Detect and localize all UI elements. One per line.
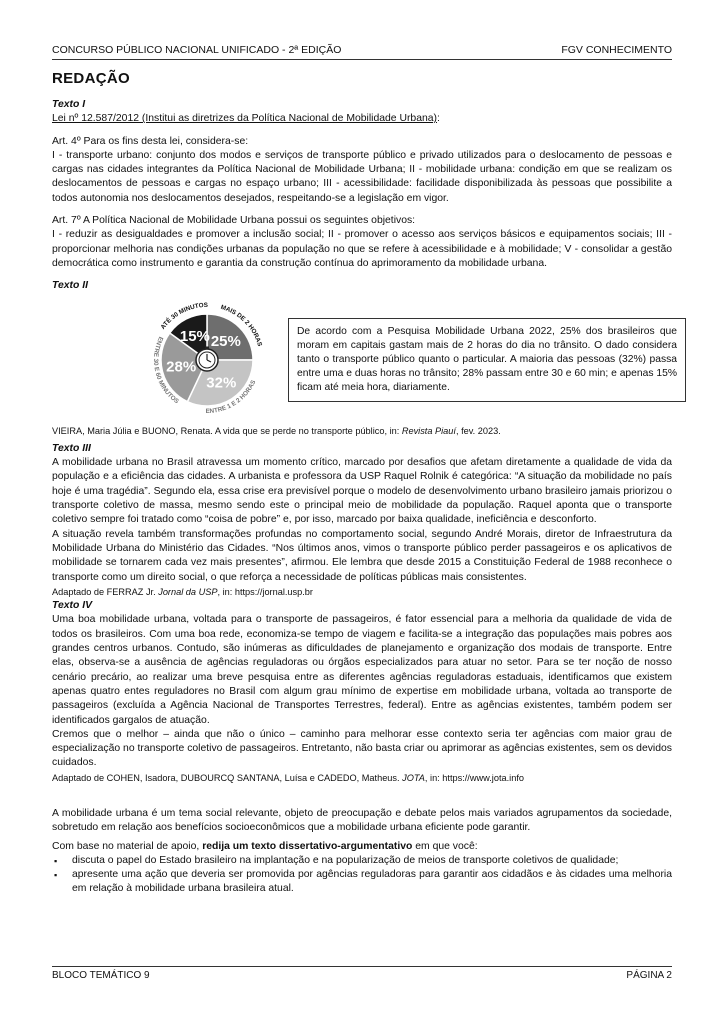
pie-category-label-4: ATÉ 30 MINUTOS [159, 301, 208, 331]
pie-value-label-3: 28% [166, 358, 197, 376]
prompt-intro: A mobilidade urbana é um tema social relevante, objeto de preocupação e debate pelos mais variados agrupamentos da sociedade, sobretudo em relação aos benefícios socioeconômicos que a mobilidade urbana eficiente pode garantir. [52, 807, 672, 834]
texto2-heading: Texto II [52, 280, 88, 292]
art4-title: Art. 4º Para os fins desta lei, considera-se: [52, 135, 249, 147]
prompt-command: Com base no material de apoio, redija um texto dissertativo-argumentativo em que você: [52, 840, 478, 852]
texto4-source: Adaptado de COHEN, Isadora, DUBOURCQ SANTANA, Luísa e CADEDO, Matheus. JOTA, in: https://www.jota.info [52, 772, 524, 783]
texto2-source: VIEIRA, Maria Júlia e BUONO, Renata. A vida que se perde no transporte público, in: Revista Piauí, fev. 2023. [52, 425, 501, 436]
texto3-heading: Texto III [52, 442, 91, 454]
texto1-heading: Texto I [52, 99, 86, 110]
infographic [52, 296, 677, 424]
law-reference: Lei nº 12.587/2012 (Institui as diretrizes da Política Nacional de Mobilidade Urbana): [52, 113, 440, 125]
page-content [52, 98, 677, 897]
texto3-source: Adaptado de FERRAZ Jr. Jornal da USP, in: https://jornal.usp.br [52, 586, 313, 597]
art4-body: I - transporte urbano: conjunto dos modos e serviços de transporte público e privado utilizados para o deslocamento de pessoas e cargas nas cidades integrantes da Política Nacional de Mobilidade Urbana; II - mobilidade urbana: condição em que se realizam os deslocamentos de pessoas e cargas no espaço urbano; III - acessibilidade: facilidade disponibilizada às pessoas que possibilite a todos autonomia nos deslocamentos desejados, respeitando-se a legislação em vigor. [52, 149, 672, 204]
art7-title: Art. 7º A Política Nacional de Mobilidade Urbana possui os seguintes objetivos: [52, 215, 416, 227]
texto4-heading: Texto IV [52, 600, 93, 612]
pie-value-label-1: 25% [210, 332, 241, 350]
survey-quote-box: De acordo com a Pesquisa Mobilidade Urbana 2022, 25% dos brasileiros que moram em capitais gastam mais de 2 horas do dia no trânsito. O dado considera tanto o transporte público quanto o particular. A maioria das pessoas (32%) passa entre uma e duas horas no trânsito; 28% passam entre 30 e 60 min; e apenas 15% ficam até meia hora, diariamente. [288, 318, 686, 402]
header-exam-name: CONCURSO PÚBLICO NACIONAL UNIFICADO - 2ª EDIÇÃO [52, 44, 342, 56]
page-header [52, 44, 672, 60]
pie-category-label-3: ENTRE 30 E 60 MINUTOS [151, 335, 180, 405]
pie-category-label-1: MAIS DE 2 HORAS [219, 303, 264, 347]
texto3-paragraph-2: A situação revela também transformações profundas no comportamento social, segundo André Morais, diretor de Infraestrutura da Mobilidade Urbana do Ministério das Cidades. “Nos últimos anos, vimos o transporte público perder passageiros e os aplicativos de mobilidade se tornarem cada vez mais presentes”, afirmou. Ele lembra que desde 2015 a Constituição Federal de 1988 reconhece o transporte como um direito social, o que reforça a necessidade de políticas públicas mais consistentes. [52, 528, 672, 583]
prompt-bullet-2: ▪ apresente uma ação que deveria ser promovida por agências reguladoras para garantir aos cidadãos e às cidades uma melhoria em relação à mobilidade urbana brasileira atual. [72, 868, 672, 897]
texto3-paragraph-1: A mobilidade urbana no Brasil atravessa um momento crítico, marcado por desafios que afetam diretamente a qualidade de vida da população e a eficiência das cidades. A urbanista e professora da USP Raquel Rolnik é categórica: “A situação da mobilidade no país hoje é uma tragédia”. Segundo ela, essa crise era previsível porque o modelo de desenvolvimento urbano brasileiro jamais priorizou o transporte coletivo de massa, mesmo sendo este o principal meio de mobilidade da população. Raquel aponta que o transporte coletivo sempre foi tratado como “coisa de pobre” e, por isso, marcado por baixa qualidade, ineficiência e desconforto. [52, 457, 672, 526]
texto4-paragraph-1: Uma boa mobilidade urbana, voltada para o transporte de passageiros, é fator essencial para a melhoria da qualidade de vida de todos os brasileiros. Com uma boa rede, economiza-se tempo de viagem e facilita-se a integração das populações mais pobres aos grandes centros urbanos. Contudo, são inúmeras as dificuldades de planejamento e organização dos modais de transporte. Entre elas, observa-se a ausência de agências reguladoras ou órgãos especializados para atuar no setor. Para se ter noção de nosso cenário precário, ao realizar uma breve pesquisa entre as diferentes agências reguladoras estaduais, identificamos que existem apenas quatro entes reguladores no Brasil com algum grau mínimo de expertise em mobilidade urbana, voltada ao transporte de passageiros (excluída a Agência Nacional de Transportes Terrestres, federal). Entre as agências existentes, também podem ser identificados gargalos de atuação. [52, 614, 672, 726]
pie-chart [132, 296, 282, 424]
header-org-name: FGV CONHECIMENTO [561, 44, 672, 56]
pie-category-label-2: ENTRE 1 E 2 HORAS [205, 378, 258, 415]
art7-body: I - reduzir as desigualdades e promover a inclusão social; II - promover o acesso aos serviços básicos e equipamentos sociais; III - proporcionar melhoria nas condições urbanas da população no que se refere à acessibilidade e à mobilidade; V - consolidar a gestão democrática como instrumento e garantia da construção contínua do aprimoramento da mobilidade urbana. [52, 229, 672, 269]
pie-value-label-2: 32% [206, 374, 237, 392]
page-footer [52, 966, 672, 981]
prompt-bullet-1: ▪ discuta o papel do Estado brasileiro na implantação e na popularização de meios de transporte coletivos de qualidade; [72, 854, 672, 868]
pie-value-label-4: 15% [179, 327, 210, 345]
footer-page-number: PÁGINA 2 [626, 970, 672, 981]
law-title: Lei nº 12.587/2012 (Institui as diretrizes da Política Nacional de Mobilidade Urbana) [52, 113, 438, 125]
page-title: REDAÇÃO [52, 70, 130, 87]
footer-block: BLOCO TEMÁTICO 9 [52, 970, 150, 981]
prompt-bullets [52, 854, 672, 897]
texto4-paragraph-2: Cremos que o melhor – ainda que não o único – caminho para melhorar esse contexto seria ter agências com maior grau de especialização no transporte coletivo de passageiros. Entretanto, não basta criar ou aprimorar as agências existentes, sem os devidos cuidados. [52, 728, 672, 769]
